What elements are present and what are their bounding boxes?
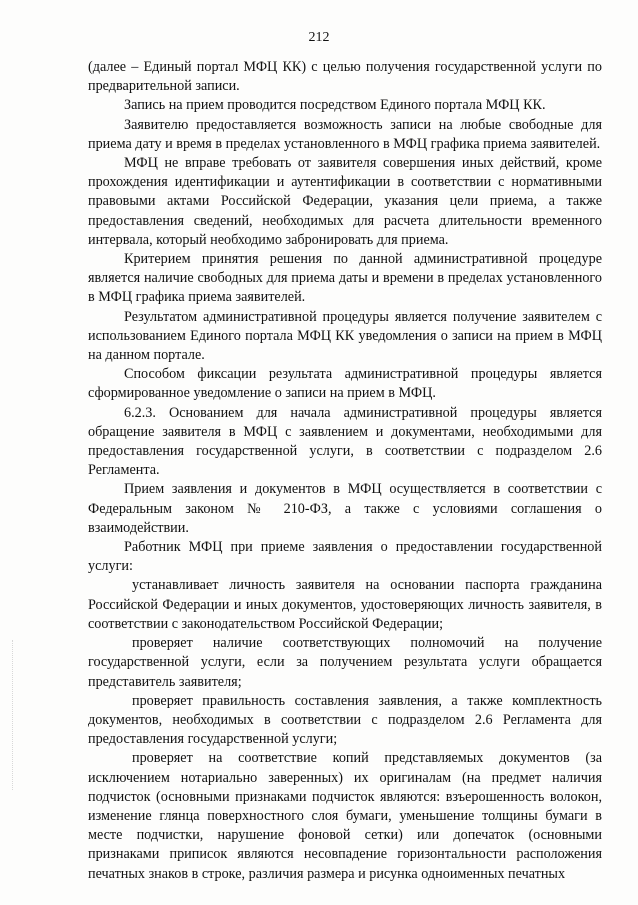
scan-margin-mark — [12, 640, 15, 790]
paragraph-4: МФЦ не вправе требовать от заявителя совершения иных действий, кроме прохождения идентификации и аутентификации в соответствии с нормативными правовыми актами Российской Федерации, указания цели приема, а также предоставления сведений, необходимых для расчета длительности временного интервала, который необходимо забронировать для приема. — [88, 155, 602, 248]
page-number: 212 — [308, 30, 330, 45]
paragraph-2: Запись на прием проводится посредством Единого портала МФЦ КК. — [124, 97, 546, 114]
paragraph-8-section-6-2-3: 6.2.3. Основанием для начала административной процедуры является обращение заявителя в МФЦ с заявлением и документами, необходимыми для предоставления государственной услуги, в соответствии с подразделом 2.6 Регламента. — [88, 404, 602, 479]
paragraph-10: Работник МФЦ при приеме заявления о предоставлении государственной услуги: — [88, 539, 602, 575]
paragraph-5: Критерием принятия решения по данной административной процедуре является наличие свободных для приема даты и времени в пределах установленного в МФЦ графика приема заявителей. — [88, 251, 602, 306]
paragraph-9: Прием заявления и документов в МФЦ осуществляется в соответствии с Федеральным законом № 210-ФЗ, а также с условиями соглашения о взаимодействии. — [88, 481, 602, 536]
list-item-authority: проверяет наличие соответствующих полномочий на получение государственной услуги, если за получением результата услуги обращается представитель заявителя; — [88, 635, 602, 690]
list-item-identity: устанавливает личность заявителя на основании паспорта гражданина Российской Федерации и иных документов, удостоверяющих личность заявителя, в соответствии с законодательством Российской Федерации; — [88, 577, 602, 632]
list-item-copies: проверяет на соответствие копий представляемых документов (за исключением нотариально заверенных) их оригиналам (на предмет наличия подчисток (основными признаками подчисток являются: взъерошенность волокон, изменение глянца поверхностного слоя бумаги, уменьшение толщины бумаги в месте подчистки, нарушение фоновой сетки) или допечаток (основными признаками приписок являются несовпадение горизонтальности расположения печатных знаков в строке, различия размера и рисунка одноименных печатных — [88, 750, 602, 882]
paragraph-1: (далее – Единый портал МФЦ КК) с целью получения государственной услуги по предварительной записи. — [88, 59, 602, 95]
paragraph-7: Способом фиксации результата административной процедуры является сформированное уведомление о записи на прием в МФЦ. — [88, 366, 602, 402]
paragraph-3: Заявителю предоставляется возможность записи на любые свободные для приема дату и время в пределах установленного в МФЦ графика приема заявителей. — [88, 116, 602, 152]
paragraph-6: Результатом административной процедуры является получение заявителем с использованием Единого портала МФЦ КК уведомления о записи на прием в МФЦ на данном портале. — [88, 308, 602, 364]
document-body — [88, 58, 602, 884]
list-item-correctness: проверяет правильность составления заявления, а также комплектность документов, необходимых в соответствии с подразделом 2.6 Регламента для предоставления государственной услуги; — [88, 692, 602, 748]
